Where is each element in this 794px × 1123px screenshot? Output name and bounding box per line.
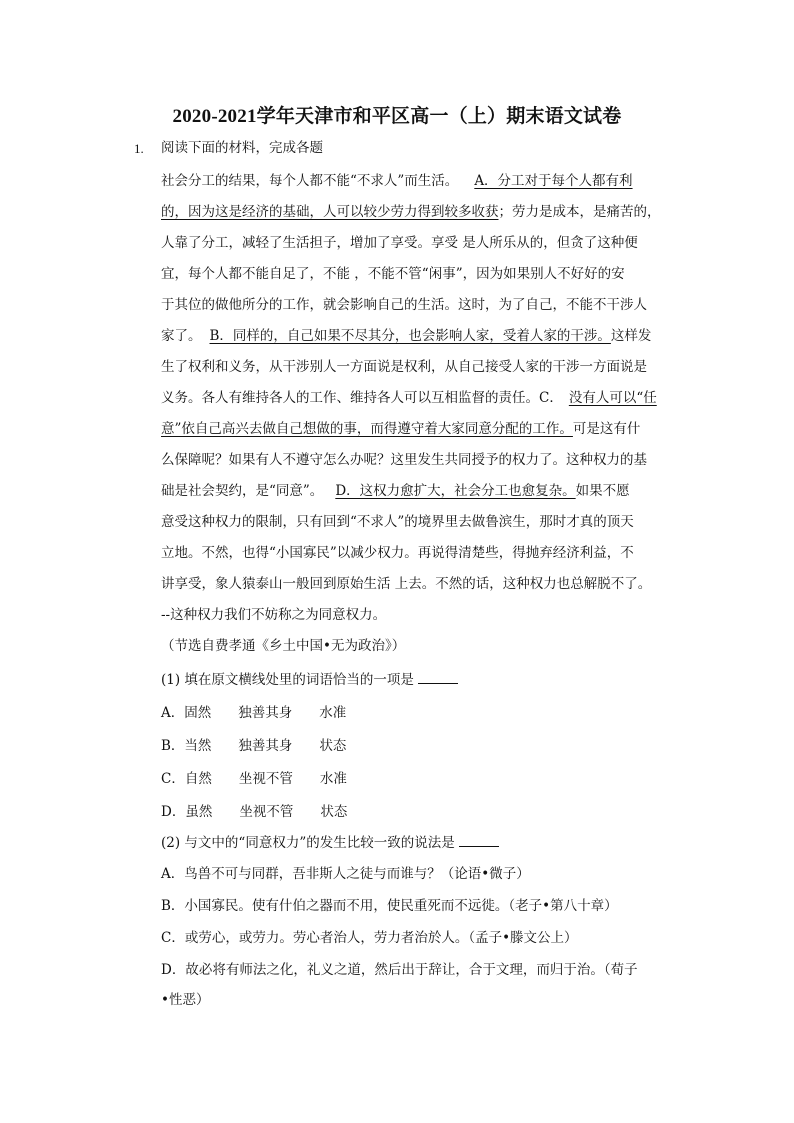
- passage-text: 家了。: [161, 328, 202, 344]
- passage-line-8: [161, 388, 657, 408]
- passage-line-9: [161, 419, 640, 439]
- answer-blank: [418, 671, 458, 684]
- underlined-sentence-a: 的，因为这是经济的基础，人可以较少劳力得到较多收获: [161, 204, 499, 220]
- underlined-sentence-d: D．这权力愈扩大，社会分工也愈复杂。: [335, 483, 576, 499]
- underlined-sentence-c: 意”依自己高兴去做自己想做的事，而得遵守着大家同意分配的工作。: [161, 421, 573, 437]
- subquestion-1-option-b: B．当然 独善其身 状态: [161, 738, 347, 754]
- passage-line-11: [161, 481, 630, 501]
- passage-line-7: 生了权利和义务，从干涉别人一方面说是权利，从自己接受人家的干涉一方面说是: [161, 359, 647, 375]
- passage-line-6: [161, 326, 651, 346]
- passage-text: ；劳力是成本，是痛苦的，: [498, 204, 661, 220]
- question-instruction: 阅读下面的材料，完成各题: [161, 140, 323, 156]
- subquestion-1-option-a: A．固然 独善其身 水准: [161, 705, 347, 721]
- subquestion-2-option-d-continued: •性恶）: [161, 992, 210, 1008]
- passage-line-10: 么保障呢？如果有人不遵守怎么办呢？这里发生共同授予的权力了。这种权力的基: [161, 452, 647, 468]
- answer-blank: [459, 834, 499, 847]
- passage-line-3: 人靠了分工，减轻了生活担子，增加了享受。享受 是人所乐从的，但贪了这种便: [161, 235, 638, 251]
- subquestion-2-option-b: B．小国寡民。使有什伯之器而不用，使民重死而不远徙。（老子•第八十章）: [161, 898, 618, 914]
- passage-line-14: 讲享受，象人猿泰山一般回到原始生活 上去。不然的话，这种权力也总解脱不了。: [161, 576, 652, 592]
- passage-line-5: 于其位的做他所分的工作，就会影响自己的生活。这时，为了自己，不能不干涉人: [161, 297, 647, 313]
- passage-line-2: [161, 202, 661, 222]
- page-title: 2020-2021学年天津市和平区高一（上）期末语文试卷: [172, 106, 622, 127]
- passage-line-13: 立地。不然，也得“小国寡民”以减少权力。再说得清楚些，得抛弃经济利益，不: [161, 545, 634, 561]
- subquestion-2-option-a: A．鸟兽不可与同群，吾非斯人之徒与而谁与？（论语•微子）: [161, 866, 530, 882]
- subquestion-1-option-c: C．自然 坐视不管 水准: [161, 771, 347, 787]
- passage-line-15: --这种权力我们不妨称之为同意权力。: [161, 607, 387, 623]
- passage-line-12: 意受这种权力的限制，只有回到“不求人”的境界里去做鲁滨生，那时才真的顶天: [161, 514, 634, 530]
- passage-text: 可是这有什: [572, 421, 641, 437]
- passage-source: （节选自费孝通《乡土中国•无为政治》）: [161, 638, 406, 654]
- subquestion-2-prompt: [161, 833, 499, 853]
- underlined-sentence-c: 没有人可以“任: [568, 390, 657, 406]
- prompt-text: (2) 与文中的“同意权力”的发生比较一致的说法是: [161, 835, 455, 851]
- underlined-sentence-b: B．同样的，自己如果不尽其分，也会影响人家，受着人家的干涉。: [209, 328, 611, 344]
- subquestion-1-option-d: D．虽然 坐视不管 状态: [161, 804, 348, 820]
- passage-text: 础是社会契约，是“同意”。: [161, 483, 324, 499]
- subquestion-2-option-c: C．或劳心，或劳力。劳心者治人，劳力者治於人。（孟子•滕文公上）: [161, 930, 578, 946]
- subquestion-2-option-d: D．故必将有师法之化，礼义之道，然后出于辞让，合于文理，而归于治。（荀子: [161, 962, 638, 978]
- passage-text: 如果不愿: [575, 483, 630, 499]
- passage-line-4: 宜，每个人都不能自足了，不能 ，不能不管“闲事”，因为如果别人不好好的安: [161, 266, 625, 282]
- passage-text: 这样发: [610, 328, 652, 344]
- passage-line-1: [161, 171, 633, 191]
- subquestion-1-prompt: [161, 670, 458, 690]
- question-number: 1.: [134, 141, 144, 156]
- underlined-sentence-a: A．分工对于每个人都有利: [474, 173, 633, 189]
- prompt-text: (1) 填在原文横线处里的词语恰当的一项是: [161, 672, 414, 688]
- passage-text: 社会分工的结果，每个人都不能“不求人”而生活。: [161, 173, 459, 189]
- passage-text: 义务。各人有维持各人的工作、维持各人可以互相监督的责任。C．: [161, 390, 563, 406]
